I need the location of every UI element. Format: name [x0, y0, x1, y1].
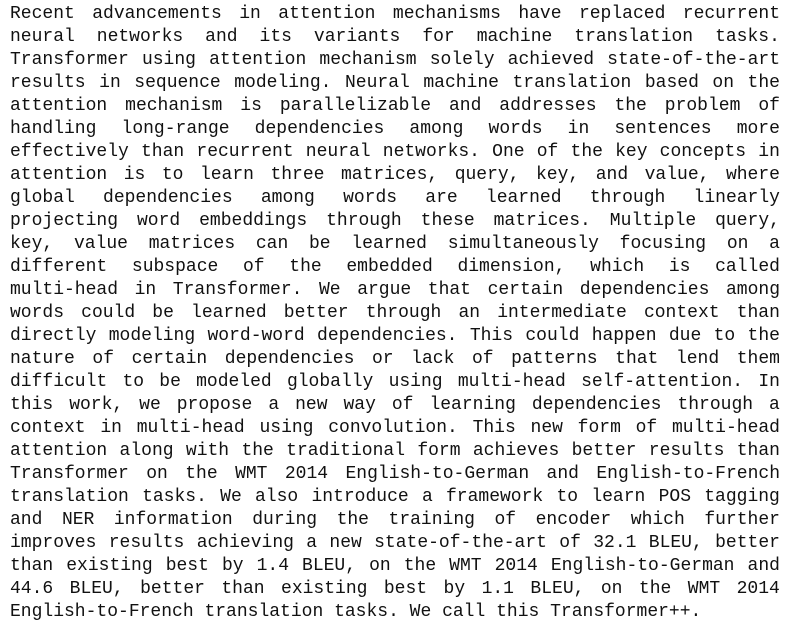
abstract-word: mechanism	[125, 96, 223, 116]
abstract-word: existing	[281, 579, 368, 599]
abstract-word: can	[255, 234, 289, 254]
abstract-word: the	[289, 257, 322, 277]
abstract-word: certain	[487, 280, 564, 300]
abstract-word: the	[638, 579, 672, 599]
abstract-word: focusing	[619, 234, 707, 254]
abstract-word: in	[99, 73, 121, 93]
abstract-line	[10, 417, 780, 440]
abstract-word: translation	[204, 602, 324, 622]
abstract-word: framework	[446, 487, 544, 507]
abstract-word: addresses	[499, 96, 597, 116]
abstract-word: parallelizable	[279, 96, 432, 116]
abstract-word: also	[255, 487, 299, 507]
abstract-word: better	[283, 303, 349, 323]
abstract-word: propose	[176, 395, 253, 415]
abstract-word: tasks.	[334, 602, 399, 622]
abstract-word: query,	[454, 165, 520, 185]
abstract-line	[10, 509, 780, 532]
abstract-word: work,	[69, 395, 124, 415]
abstract-word: dependencies	[103, 188, 233, 208]
abstract-word: dependencies	[224, 349, 355, 369]
abstract-text	[10, 3, 780, 624]
abstract-word: for	[422, 27, 455, 47]
abstract-word: long-range	[121, 119, 230, 139]
abstract-word: machine	[476, 27, 553, 47]
abstract-word: recurrent	[196, 142, 294, 162]
abstract-word: among	[260, 188, 315, 208]
abstract-word: and	[10, 510, 43, 530]
abstract-word: English-to-German	[550, 556, 735, 576]
abstract-word: Recent	[10, 4, 75, 24]
abstract-word: replaced	[578, 4, 666, 24]
abstract-word: patterns	[511, 349, 598, 369]
abstract-word: multi-head	[10, 280, 119, 300]
abstract-line	[10, 371, 780, 394]
abstract-word: could	[525, 326, 580, 346]
abstract-word: information	[113, 510, 233, 530]
abstract-word: of	[536, 142, 559, 162]
abstract-word: of	[635, 418, 658, 438]
abstract-word: English-to-German	[345, 464, 530, 484]
abstract-word: results	[108, 533, 185, 553]
abstract-word: the	[747, 73, 780, 93]
abstract-word: words	[10, 303, 65, 323]
abstract-word: better	[571, 441, 637, 461]
abstract-line	[10, 279, 780, 302]
abstract-word: on	[712, 73, 735, 93]
abstract-word: neural	[305, 142, 371, 162]
abstract-word: problem	[664, 96, 741, 116]
abstract-word: the	[614, 96, 647, 116]
abstract-word: is	[668, 257, 691, 277]
abstract-word: form	[577, 418, 621, 438]
abstract-word: the	[336, 510, 369, 530]
abstract-word: or	[371, 349, 394, 369]
abstract-word: learn	[199, 165, 254, 185]
abstract-word: its	[259, 27, 292, 47]
abstract-word: concepts	[659, 142, 747, 162]
abstract-word: the	[241, 441, 274, 461]
abstract-word: translation	[574, 27, 694, 47]
abstract-word: 44.6	[10, 579, 54, 599]
abstract-line	[10, 49, 780, 72]
abstract-word: intermediate	[497, 303, 627, 323]
abstract-word: attention	[10, 96, 108, 116]
abstract-word: tasks.	[715, 27, 780, 47]
abstract-word: matrices	[148, 234, 236, 254]
abstract-word: This	[472, 418, 516, 438]
abstract-word: word-word	[207, 326, 305, 346]
abstract-word: BLEU,	[69, 579, 124, 599]
abstract-word: modeling	[108, 326, 196, 346]
abstract-word: attention	[209, 50, 307, 70]
abstract-word: Transformer	[10, 50, 129, 70]
abstract-line	[10, 348, 780, 371]
abstract-word: variants	[313, 27, 401, 47]
abstract-word: than	[221, 579, 265, 599]
abstract-word: multi-head	[457, 372, 566, 392]
abstract-word: global	[10, 188, 75, 208]
abstract-word: WMT	[687, 579, 721, 599]
abstract-word: using	[141, 50, 196, 70]
abstract-word: multi-head	[671, 418, 780, 438]
abstract-word: the	[185, 464, 218, 484]
abstract-word: results	[10, 73, 86, 93]
abstract-word: among	[725, 280, 780, 300]
abstract-word: a	[268, 395, 280, 415]
abstract-word: self-attention.	[581, 372, 744, 392]
abstract-word: call	[442, 602, 486, 622]
abstract-word: directly	[10, 326, 97, 346]
abstract-word: projecting	[10, 211, 119, 231]
abstract-word: English-to-French	[10, 602, 194, 622]
abstract-word: NER	[61, 510, 95, 530]
abstract-word: a	[421, 487, 433, 507]
abstract-word: this	[496, 602, 540, 622]
abstract-word: new	[329, 533, 362, 553]
abstract-word: by	[221, 556, 244, 576]
abstract-word: lend	[675, 349, 720, 369]
abstract-word: 1.4	[256, 556, 289, 576]
abstract-word: in	[134, 280, 157, 300]
abstract-word: Transformer.	[172, 280, 303, 300]
abstract-word: attention	[10, 441, 108, 461]
abstract-line	[10, 210, 780, 233]
abstract-word: and	[205, 27, 238, 47]
abstract-word: of	[242, 257, 265, 277]
abstract-word: lack	[411, 349, 455, 369]
abstract-word: certain	[131, 349, 208, 369]
abstract-word: One	[492, 142, 525, 162]
abstract-word: learned	[191, 303, 267, 323]
abstract-word: along	[119, 441, 174, 461]
abstract-word: in	[758, 142, 780, 162]
abstract-word: machine	[423, 73, 499, 93]
abstract-word: better	[140, 579, 205, 599]
abstract-word: of	[494, 510, 517, 530]
abstract-line	[10, 532, 780, 555]
abstract-word: dependencies	[254, 119, 385, 139]
abstract-word: of	[758, 96, 780, 116]
abstract-word: matrices,	[340, 165, 439, 185]
abstract-word: way	[343, 395, 376, 415]
abstract-word: BLEU,	[530, 579, 585, 599]
abstract-word: a	[769, 234, 780, 254]
abstract-word: embeddings	[199, 211, 308, 231]
abstract-word: key	[615, 142, 648, 162]
abstract-word: different	[10, 257, 108, 277]
abstract-word: dependencies	[579, 280, 710, 300]
abstract-word: of	[471, 349, 494, 369]
abstract-word: could	[81, 303, 136, 323]
abstract-word: we	[139, 395, 161, 415]
abstract-word: English-to-French	[596, 464, 780, 484]
abstract-word: a	[306, 533, 318, 553]
abstract-word: achieved	[507, 50, 595, 70]
abstract-word: in	[567, 119, 590, 139]
abstract-word: this	[10, 395, 54, 415]
abstract-word: the	[747, 326, 780, 346]
abstract-word: modeled	[196, 372, 272, 392]
abstract-word: mechanism	[319, 50, 417, 70]
abstract-word: This	[469, 326, 514, 346]
abstract-line	[10, 302, 780, 325]
abstract-word: learning	[429, 395, 516, 415]
abstract-word: translation	[512, 73, 632, 93]
abstract-word: new	[530, 418, 563, 438]
abstract-word: an	[458, 303, 481, 323]
abstract-word: difficult	[10, 372, 108, 392]
abstract-word: than	[10, 556, 54, 576]
abstract-word: have	[518, 4, 562, 24]
abstract-word: are	[425, 188, 458, 208]
abstract-word: than	[736, 303, 780, 323]
abstract-word: state-of-the-art	[374, 533, 547, 553]
abstract-word: argue	[357, 280, 412, 300]
abstract-word: WMT	[449, 556, 482, 576]
abstract-word: sentences	[614, 119, 712, 139]
abstract-word: happen	[591, 326, 657, 346]
abstract-word: context	[643, 303, 720, 323]
abstract-word: through	[365, 303, 442, 323]
abstract-word: form	[417, 441, 461, 461]
abstract-word: through	[326, 211, 402, 231]
abstract-word: on	[369, 556, 391, 576]
abstract-word: translation	[10, 487, 129, 507]
abstract-word: and	[448, 96, 482, 116]
abstract-word: be	[152, 303, 174, 323]
abstract-word: key,	[10, 234, 54, 254]
abstract-word: called	[715, 257, 780, 277]
abstract-word: value	[73, 234, 128, 254]
abstract-word: 2014	[736, 579, 780, 599]
abstract-word: that	[427, 280, 471, 300]
abstract-line	[10, 578, 780, 601]
abstract-word: networks	[96, 27, 184, 47]
abstract-word: words	[343, 188, 398, 208]
abstract-word: convolution.	[328, 418, 458, 438]
abstract-line	[10, 95, 780, 118]
abstract-word: existing	[66, 556, 153, 576]
abstract-word: more	[736, 119, 780, 139]
abstract-word: and	[595, 165, 629, 185]
abstract-word: We	[220, 487, 242, 507]
abstract-word: which	[630, 510, 685, 530]
abstract-word: improves	[10, 533, 97, 553]
abstract-word: and	[546, 464, 579, 484]
abstract-word: these	[420, 211, 475, 231]
abstract-word: globally	[286, 372, 374, 392]
abstract-word: BLEU,	[648, 533, 703, 553]
abstract-word: on	[600, 579, 623, 599]
abstract-word: We	[409, 602, 432, 622]
abstract-word: encoder	[535, 510, 612, 530]
abstract-word: better	[715, 533, 780, 553]
abstract-word: traditional	[286, 441, 405, 461]
abstract-word: using	[388, 372, 443, 392]
abstract-word: networks.	[382, 142, 480, 162]
abstract-word: is	[123, 165, 146, 185]
abstract-word: dependencies	[531, 395, 662, 415]
abstract-word: key,	[536, 165, 580, 185]
abstract-word: with	[185, 441, 230, 461]
abstract-word: best	[165, 556, 209, 576]
abstract-word: using	[259, 418, 314, 438]
abstract-word: modeling.	[234, 73, 332, 93]
abstract-line	[10, 555, 780, 578]
abstract-word: learned	[351, 234, 427, 254]
abstract-word: handling	[10, 119, 97, 139]
abstract-word: In	[758, 372, 780, 392]
abstract-word: best	[383, 579, 428, 599]
abstract-word: a	[769, 395, 780, 415]
abstract-line	[10, 141, 780, 164]
abstract-word: them	[736, 349, 780, 369]
abstract-word: sequence	[134, 73, 221, 93]
abstract-word: We	[319, 280, 341, 300]
abstract-line	[10, 72, 780, 95]
abstract-word: mechanisms	[392, 4, 501, 24]
abstract-word: that	[615, 349, 659, 369]
abstract-word: on	[726, 234, 749, 254]
abstract-word: value,	[644, 165, 710, 185]
abstract-word: new	[295, 395, 328, 415]
abstract-word: achieving	[196, 533, 294, 553]
abstract-word: based	[644, 73, 699, 93]
abstract-word: three	[270, 165, 325, 185]
abstract-word: subspace	[131, 257, 219, 277]
abstract-word: attention	[278, 4, 376, 24]
abstract-word: the	[570, 142, 603, 162]
abstract-word: Multiple	[609, 211, 697, 231]
abstract-word: where	[725, 165, 780, 185]
abstract-word: Transformer++.	[550, 602, 702, 622]
abstract-word: advancements	[92, 4, 222, 24]
abstract-word: through	[589, 188, 666, 208]
abstract-word: BLEU,	[302, 556, 357, 576]
abstract-word: be	[309, 234, 331, 254]
abstract-line	[10, 118, 780, 141]
abstract-word: 32.1	[593, 533, 637, 553]
abstract-word: and	[747, 556, 780, 576]
abstract-word: through	[677, 395, 754, 415]
abstract-word: context	[10, 418, 86, 438]
abstract-line	[10, 187, 780, 210]
abstract-line	[10, 394, 780, 417]
abstract-line	[10, 440, 780, 463]
abstract-word: results	[648, 441, 725, 461]
abstract-word: to	[713, 326, 736, 346]
abstract-word: than	[736, 441, 780, 461]
abstract-word: of	[391, 395, 414, 415]
abstract-word: to	[161, 165, 184, 185]
abstract-line	[10, 601, 780, 624]
abstract-word: words	[488, 119, 543, 139]
abstract-word: achieves	[472, 441, 560, 461]
abstract-word: linearly	[693, 188, 780, 208]
abstract-word: recurrent	[682, 4, 780, 24]
abstract-word: learn	[591, 487, 646, 507]
abstract-word: embedded	[346, 257, 433, 277]
abstract-word: by	[443, 579, 466, 599]
abstract-word: attention	[10, 165, 108, 185]
abstract-word: effectively	[10, 142, 129, 162]
abstract-word: neural	[10, 27, 75, 47]
abstract-word: state-of-the-art	[607, 50, 780, 70]
abstract-word: 2014	[284, 464, 329, 484]
abstract-line	[10, 486, 780, 509]
abstract-word: learned	[485, 188, 562, 208]
abstract-word: tagging	[704, 487, 780, 507]
abstract-word: Transformer	[10, 464, 129, 484]
abstract-word: which	[590, 257, 645, 277]
abstract-word: Neural	[345, 73, 410, 93]
abstract-word: in	[100, 418, 122, 438]
abstract-line	[10, 26, 780, 49]
abstract-word: of	[559, 533, 581, 553]
abstract-word: in	[239, 4, 261, 24]
abstract-line	[10, 233, 780, 256]
abstract-word: to	[122, 372, 145, 392]
abstract-word: solely	[429, 50, 495, 70]
abstract-word: simultaneously	[447, 234, 599, 254]
abstract-word: to	[556, 487, 579, 507]
abstract-word: the	[403, 556, 437, 576]
abstract-word: nature	[10, 349, 75, 369]
abstract-word: on	[146, 464, 168, 484]
abstract-word: due	[668, 326, 702, 346]
abstract-line	[10, 463, 780, 486]
abstract-word: of	[92, 349, 114, 369]
abstract-word: dependencies.	[317, 326, 458, 346]
abstract-word: POS	[658, 487, 691, 507]
abstract-word: be	[159, 372, 181, 392]
abstract-word: matrices.	[493, 211, 591, 231]
abstract-word: introduce	[311, 487, 409, 507]
abstract-line	[10, 3, 780, 26]
abstract-line	[10, 325, 780, 348]
abstract-word: is	[240, 96, 262, 116]
abstract-line	[10, 256, 780, 279]
abstract-word: among	[409, 119, 464, 139]
abstract-word: 1.1	[481, 579, 514, 599]
abstract-word: query,	[715, 211, 780, 231]
abstract-word: multi-head	[136, 418, 245, 438]
abstract-word: WMT	[235, 464, 268, 484]
abstract-line	[10, 164, 780, 187]
abstract-word: training	[388, 510, 475, 530]
abstract-word: further	[704, 510, 780, 530]
abstract-word: dimension,	[457, 257, 566, 277]
abstract-word: 2014	[494, 556, 538, 576]
abstract-word: than	[141, 142, 185, 162]
abstract-word: tasks.	[142, 487, 207, 507]
abstract-word: during	[252, 510, 318, 530]
abstract-word: word	[136, 211, 181, 231]
